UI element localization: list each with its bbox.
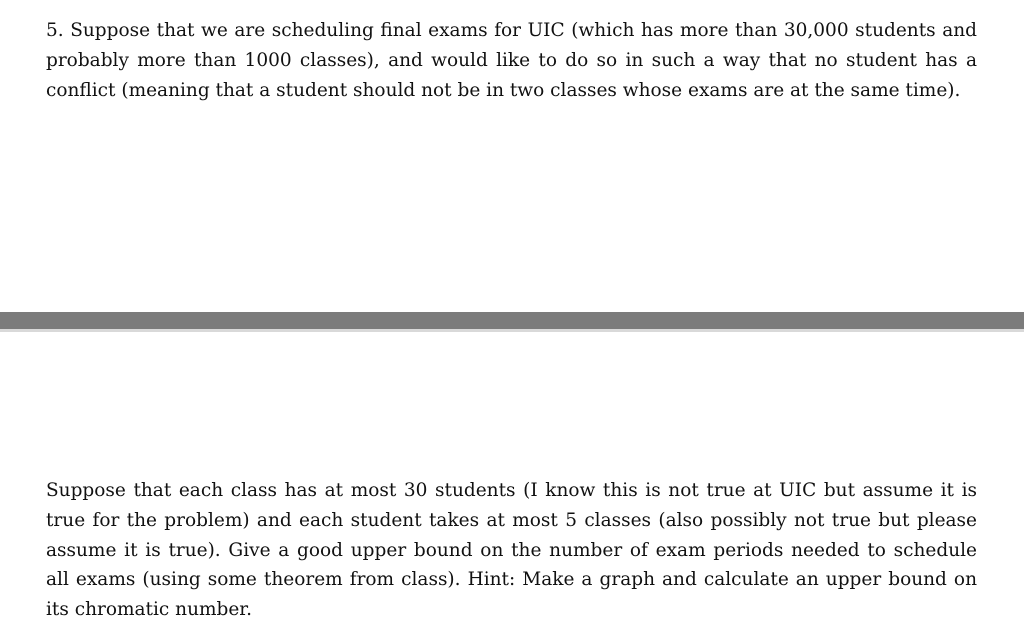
- followup-line: all exams (using some theorem from class). Hint: Make a graph and calculate an upper bound on: [46, 569, 977, 591]
- problem-line: 5. Suppose that we are scheduling final exams for UIC (which has more than 30,000 students and: [46, 20, 977, 41]
- followup-line: assume it is true). Give a good upper bound on the number of exam periods needed to schedule: [46, 539, 977, 561]
- section-divider: [0, 312, 1024, 329]
- followup-line: true for the problem) and each student takes at most 5 classes (also possibly not true but please: [46, 509, 977, 531]
- problem-line: probably more than 1000 classes), and would like to do so in such a way that no student has a: [46, 49, 977, 71]
- problem-line: conflict (meaning that a student should not be in two classes whose exams are at the same time).: [46, 79, 961, 101]
- problem-statement: [46, 16, 977, 105]
- followup-line: its chromatic number.: [46, 599, 253, 621]
- followup-question: [46, 476, 977, 625]
- followup-line: Suppose that each class has at most 30 students (I know this is not true at UIC but assume it is: [46, 480, 977, 501]
